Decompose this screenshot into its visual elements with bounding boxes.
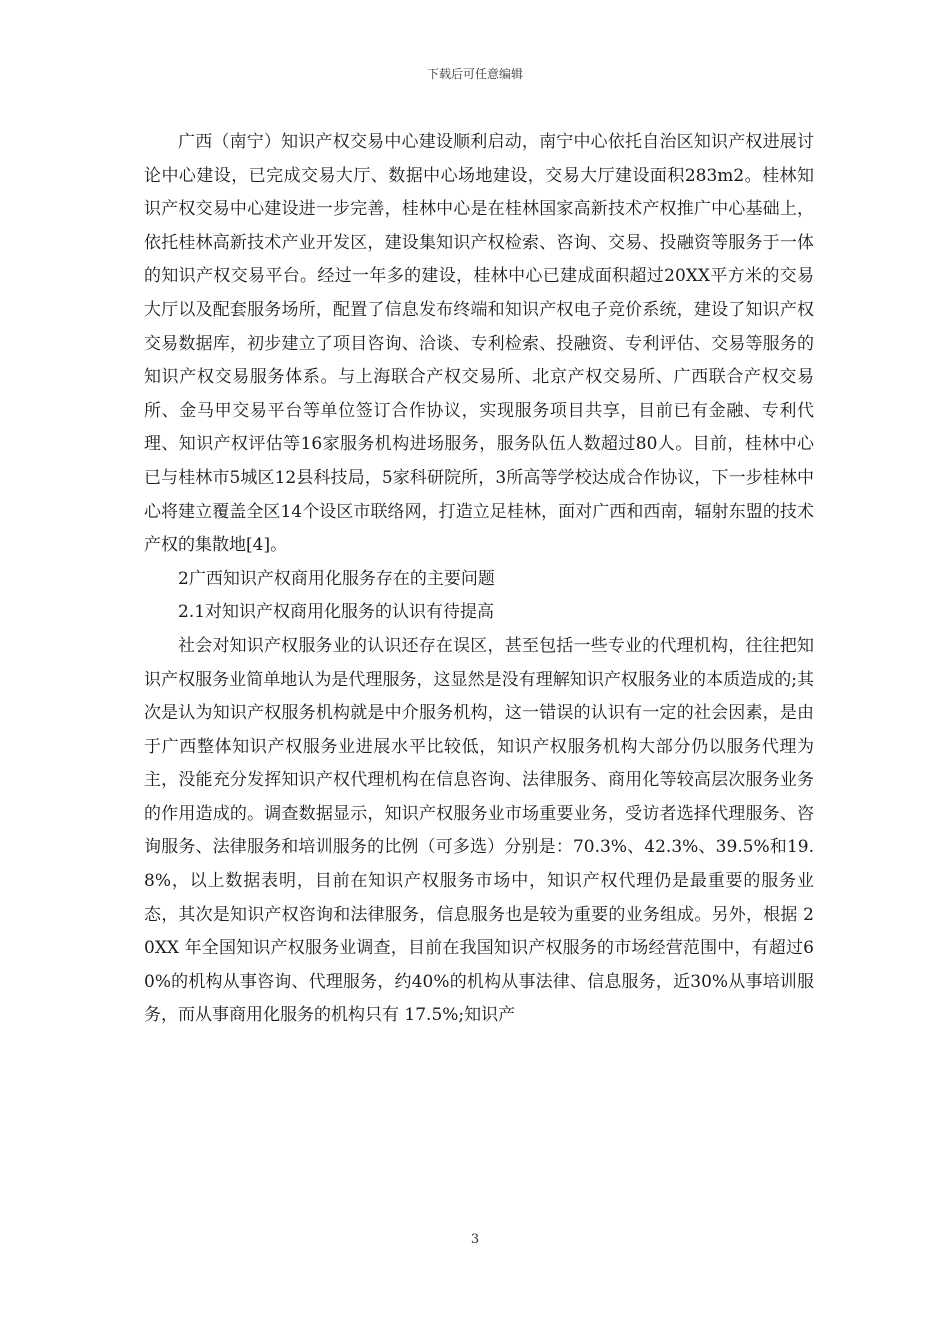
document-body <box>144 126 814 1033</box>
page-header: 下载后可任意编辑 <box>426 67 523 81</box>
section-heading-2: 2广西知识产权商用化服务存在的主要问题 <box>178 568 495 589</box>
page-number: 3 <box>470 1232 480 1247</box>
subsection-heading-2-1: 2.1对知识产权商用化服务的认识有待提高 <box>178 602 495 623</box>
paragraph-awareness: 社会对知识产权服务业的认识还存在误区，甚至包括一些专业的代理机构，往往把知识产权服务业简单地认为是代理服务，这显然是没有理解知识产权服务业的本质造成的;其次是认为知识产权服务机构就是中介服务机构，这一错误的认识有一定的社会因素，是由于广西整体知识产权服务业进展水平比较低，知识产权服务机构大部分仍以服务代理为主，没能充分发挥知识产权代理机构在信息咨询、法律服务、商用化等较高层次服务业务的作用造成的。调查数据显示，知识产权服务业市场重要业务，受访者选择代理服务、咨询服务、法律服务和培训服务的比例（可多选）分别是：70.3%、42.3%、39.5%和19.8%，以上数据表明，目前在知识产权服务市场中，知识产权代理仍是最重要的服务业态，其次是知识产权咨询和法律服务，信息服务也是较为重要的业务组成。另外，根据 20XX 年全国知识产权服务业调查，目前在我国知识产权服务的市场经营范围中，有超过60%的机构从事咨询、代理服务，约40%的机构从事法律、信息服务，近30%从事培训服务，而从事商用化服务的机构只有 17.5%;知识产 <box>144 635 814 1026</box>
paragraph-guangxi-centers: 广西（南宁）知识产权交易中心建设顺利启动，南宁中心依托自治区知识产权进展讨论中心建设，已完成交易大厅、数据中心场地建设，交易大厅建设面积283m2。桂林知识产权交易中心建设进一步完善，桂林中心是在桂林国家高新技术产权推广中心基础上，依托桂林高新技术产业开发区，建设集知识产权检索、咨询、交易、投融资等服务于一体的知识产权交易平台。经过一年多的建设，桂林中心已建成面积超过20XX平方米的交易大厅以及配套服务场所，配置了信息发布终端和知识产权电子竞价系统，建设了知识产权交易数据库，初步建立了项目咨询、洽谈、专利检索、投融资、专利评估、交易等服务的知识产权交易服务体系。与上海联合产权交易所、北京产权交易所、广西联合产权交易所、金马甲交易平台等单位签订合作协议，实现服务项目共享，目前已有金融、专利代理、知识产权评估等16家服务机构进场服务，服务队伍人数超过80人。目前，桂林中心已与桂林市5城区12县科技局，5家科研院所，3所高等学校达成合作协议，下一步桂林中心将建立覆盖全区14个设区市联络网，打造立足桂林，面对广西和西南，辐射东盟的技术产权的集散地[4]。 <box>144 132 814 556</box>
